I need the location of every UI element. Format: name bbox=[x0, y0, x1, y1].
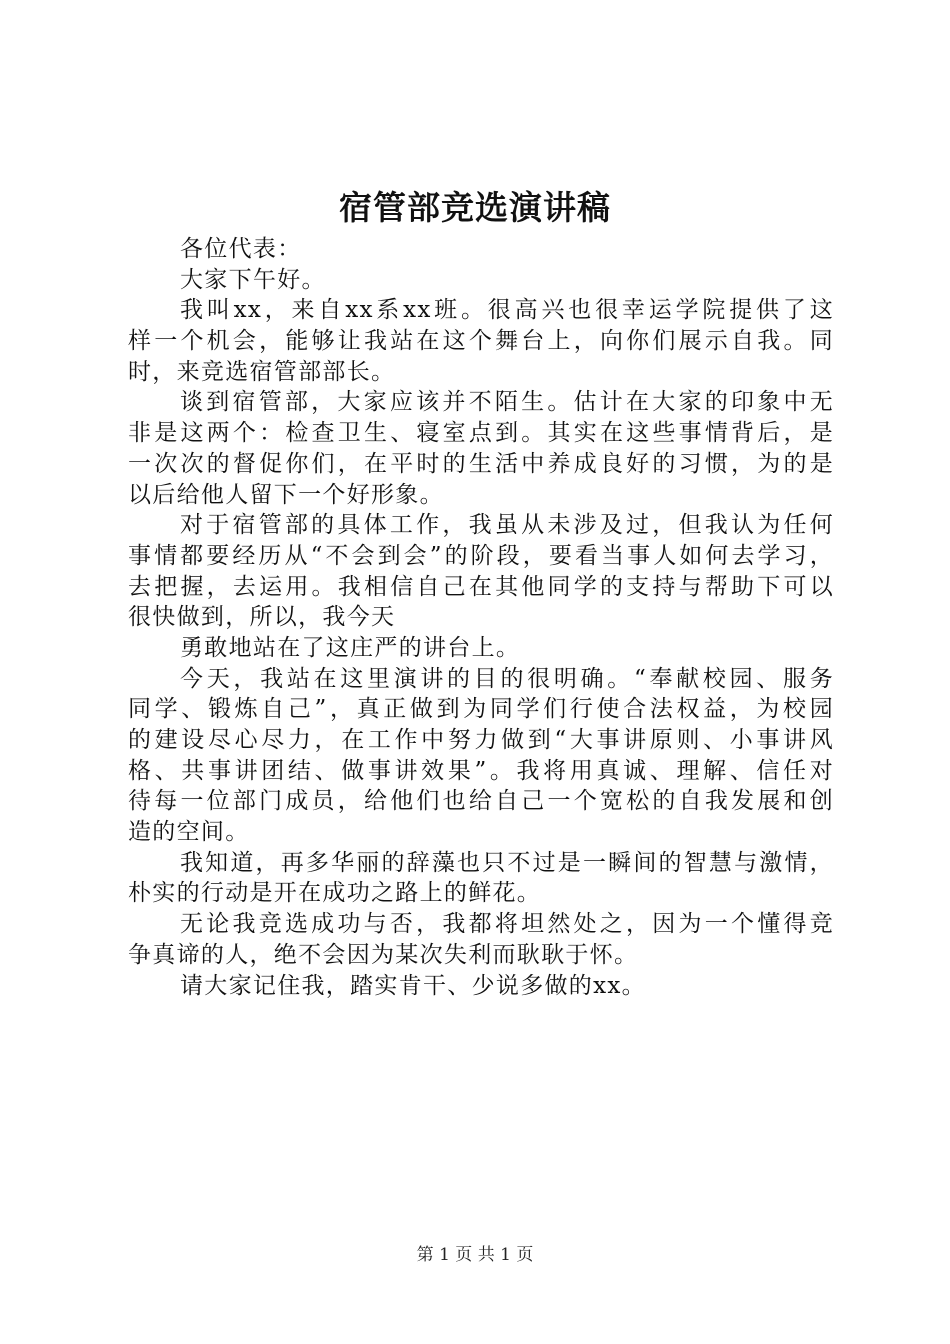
text-line: 各位代表： bbox=[180, 236, 302, 262]
text-line: 我叫xx，来自xx系xx班。很高兴也很幸运学院提供了这 bbox=[180, 297, 834, 324]
text-line: 时，来竞选宿管部部长。 bbox=[128, 358, 396, 385]
text-line: 争真谛的人，绝不会因为某次失利而耿耿于怀。 bbox=[128, 941, 639, 968]
text-line: 同学、锻炼自己”，真正做到为同学们行使合法权益，为校园 bbox=[128, 696, 834, 723]
document-body bbox=[128, 234, 834, 1001]
text-line: 待每一位部门成员，给他们也给自己一个宽松的自我发展和创 bbox=[128, 788, 834, 815]
text-line: 非是这两个：检查卫生、寝室点到。其实在这些事情背后，是 bbox=[128, 420, 834, 447]
page-footer: 第 1 页 共 1 页 bbox=[416, 1245, 534, 1265]
text-line: 的建设尽心尽力，在工作中努力做到“大事讲原则、小事讲风 bbox=[128, 727, 834, 753]
text-line: 很快做到，所以，我今天 bbox=[128, 604, 396, 631]
text-line: 事情都要经历从“不会到会”的阶段，要看当事人如何去学习， bbox=[128, 542, 834, 569]
text-line: 大家下午好。 bbox=[180, 266, 326, 293]
document-title: 宿管部竞选演讲稿 bbox=[339, 188, 611, 227]
text-line: 以后给他人留下一个好形象。 bbox=[128, 481, 444, 508]
text-line: 朴实的行动是开在成功之路上的鲜花。 bbox=[128, 880, 542, 907]
text-line: 造的空间。 bbox=[128, 819, 250, 846]
text-line: 谈到宿管部，大家应该并不陌生。估计在大家的印象中无 bbox=[180, 389, 834, 416]
text-line: 我知道，再多华丽的辞藻也只不过是一瞬间的智慧与激情， bbox=[180, 849, 834, 876]
text-line: 对于宿管部的具体工作，我虽从未涉及过，但我认为任何 bbox=[180, 512, 834, 539]
text-line: 格、共事讲团结、做事讲效果”。我将用真诚、理解、信任对 bbox=[128, 757, 834, 784]
text-line: 今天，我站在这里演讲的目的很明确。“奉献校园、服务 bbox=[180, 665, 834, 692]
text-line: 无论我竞选成功与否，我都将坦然处之，因为一个懂得竞 bbox=[180, 911, 834, 938]
text-line: 一次次的督促你们，在平时的生活中养成良好的习惯，为的是 bbox=[128, 450, 834, 477]
text-line: 样一个机会，能够让我站在这个舞台上，向你们展示自我。同 bbox=[128, 328, 834, 355]
text-line: 勇敢地站在了这庄严的讲台上。 bbox=[180, 634, 521, 661]
text-line: 去把握，去运用。我相信自己在其他同学的支持与帮助下可以 bbox=[128, 573, 834, 600]
text-line: 请大家记住我，踏实肯干、少说多做的xx。 bbox=[180, 972, 646, 999]
